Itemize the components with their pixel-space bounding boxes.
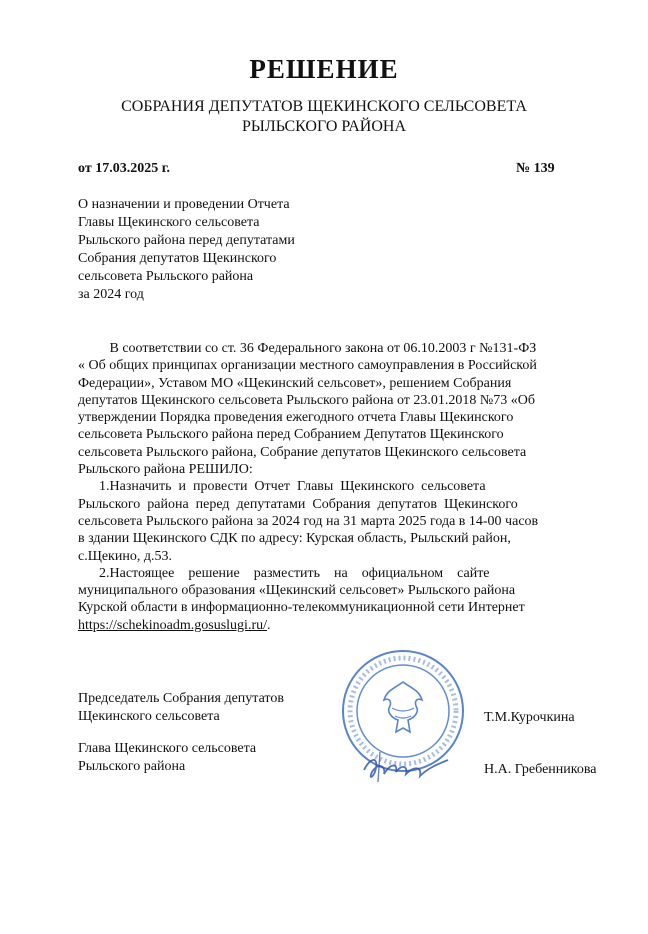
chair-title-line-1: Председатель Собрания депутатов — [78, 691, 284, 706]
subject-line: О назначении и проведении Отчета — [78, 197, 290, 212]
chair-title-line-2: Щекинского сельсовета — [78, 709, 220, 724]
subtitle-line-1: СОБРАНИЯ ДЕПУТАТОВ ЩЕКИНСКОГО СЕЛЬСОВЕТА — [121, 98, 527, 115]
body-line: 2.Настоящее решение разместить на официальном сайте — [78, 565, 490, 581]
body-line: Рыльского района перед депутатами Собрания депутатов Щекинского — [78, 496, 518, 512]
head-title-line-2: Рыльского района — [78, 759, 186, 774]
link-suffix: . — [267, 617, 271, 633]
body-line: В соответствии со ст. 36 Федерального закона от 06.10.2003 г №131-ФЗ — [78, 341, 537, 356]
subject-line: сельсовета Рыльского района — [78, 269, 254, 284]
head-name: Н.А. Гребенникова — [484, 762, 597, 777]
subject-line: Собрания депутатов Щекинского — [78, 251, 277, 266]
body-line: Рыльского района РЕШИЛО: — [78, 462, 253, 478]
body-line: « Об общих принципах организации местного самоуправления в Российской — [78, 358, 537, 374]
body-line: сельсовета Рыльского района за 2024 год на 31 марта 2025 года в 14-00 часов — [78, 513, 539, 529]
subject-line: Главы Щекинского сельсовета — [78, 215, 260, 230]
head-title — [78, 740, 256, 776]
body-line: Курской области в информационно-телекоммуникационной сети Интернет — [78, 600, 525, 616]
chair-name: Т.М.Курочкина — [484, 710, 575, 725]
body-line: 1.Назначить и провести Отчет Главы Щекинского сельсовета — [78, 479, 486, 495]
document-date: от 17.03.2025 г. — [78, 161, 170, 176]
subject-line: Рыльского района перед депутатами — [78, 233, 295, 248]
body-link-line — [78, 617, 612, 634]
body-line: утверждении Порядка проведения ежегодного отчета Главы Щекинского — [78, 410, 514, 426]
document-title: РЕШЕНИЕ — [249, 54, 399, 84]
document-number: № 139 — [516, 161, 555, 176]
handwritten-signature — [360, 748, 452, 786]
document-body — [78, 340, 612, 634]
chair-title — [78, 690, 284, 726]
body-line: депутатов Щекинского сельсовета Рыльского района от 23.01.2018 №73 «Об — [78, 392, 535, 408]
subtitle-line-2: РЫЛЬСКОГО РАЙОНА — [241, 118, 407, 135]
body-line: Федерации», Уставом МО «Щекинский сельсовет», решением Собрания — [78, 375, 512, 391]
website-link[interactable]: https://schekinoadm.gosuslugi.ru/ — [78, 617, 267, 633]
document-subtitle — [0, 97, 648, 137]
body-line: с.Щекино, д.53. — [78, 548, 172, 564]
body-line: в здании Щекинского СДК по адресу: Курская область, Рыльский район, — [78, 531, 511, 547]
document-subject — [78, 196, 295, 304]
head-title-line-1: Глава Щекинского сельсовета — [78, 741, 257, 756]
body-line: муниципального образования «Щекинский сельсовет» Рыльского района — [78, 583, 516, 599]
body-line: сельсовета Рыльского района, Собрание депутатов Щекинского сельсовета — [78, 444, 527, 460]
body-line: сельсовета Рыльского района перед Собранием Депутатов Щекинского — [78, 427, 504, 443]
subject-line: за 2024 год — [78, 287, 144, 302]
